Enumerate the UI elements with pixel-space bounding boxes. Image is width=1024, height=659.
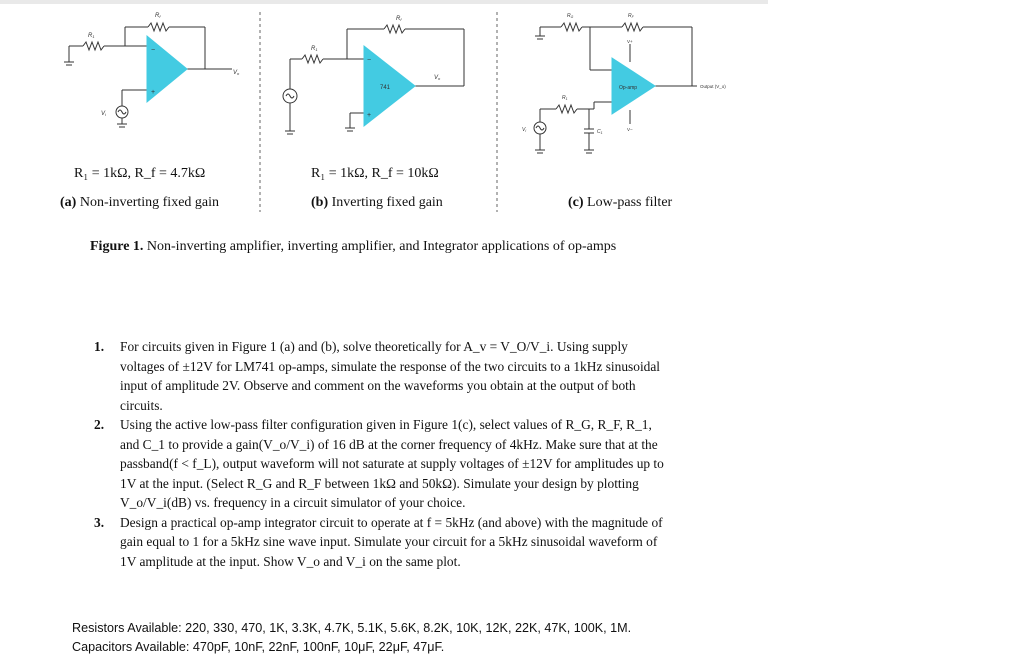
task-item — [94, 513, 674, 572]
label-c1-c: $C_1$ — [597, 129, 603, 135]
label-vo-b: Vo — [434, 75, 441, 81]
label-vo-a: Vo — [233, 70, 240, 76]
svg-text:+: + — [367, 112, 372, 119]
task-list — [94, 337, 674, 571]
label-rg-c: $R_G$ — [567, 13, 574, 19]
panel-a-caption — [60, 195, 219, 211]
task-item — [94, 337, 674, 415]
label-r1-b: R1 — [311, 46, 318, 52]
label-vplus-c: V+ — [627, 39, 633, 44]
label-opamp-b: 741 — [380, 85, 391, 91]
label-rf-c: $R_F$ — [628, 13, 634, 19]
label-output-c: Output (V_o) — [700, 84, 726, 89]
task-item — [94, 415, 674, 513]
task-number: 1. — [94, 339, 105, 354]
panel-c-caption — [568, 195, 672, 211]
svg-text:−: − — [367, 57, 372, 64]
task-text: Design a practical op-amp integrator circuit to operate at f = 5kHz (and above) with the magnitude of gain equal to 1 for a 5kHz sine wave input. Simulate your circuit for a 5kHz sinusoidal waveform of 1V amplitude at the input. Show V_o and V_i on the same plot. — [120, 514, 663, 569]
label-rf-a: Rf — [155, 13, 161, 19]
panel-a-values: R₁ = 1kΩ, R_f = 4.7kΩ — [74, 166, 206, 181]
task-number: 2. — [94, 417, 105, 432]
figure-caption — [90, 239, 616, 255]
panel-c-title: Low-pass filter — [587, 195, 673, 210]
figure-caption-label: Figure 1. — [90, 239, 144, 254]
panel-c-letter: (c) — [568, 195, 584, 210]
circuit-b — [283, 16, 464, 134]
panel-a-letter: (a) — [60, 195, 77, 210]
label-r1-c: $R_1$ — [562, 95, 568, 101]
task-number: 3. — [94, 514, 105, 530]
resistors-values: 220, 330, 470, 1K, 3.3K, 4.7K, 5.1K, 5.6K, 8.2K, 10K, 12K, 22K, 47K, 100K, 1M. — [185, 621, 632, 635]
resistors-label: Resistors Available: — [72, 621, 182, 635]
capacitors-available — [72, 640, 444, 654]
panel-a-title: Non-inverting fixed gain — [79, 195, 220, 210]
svg-text:−: − — [151, 47, 156, 54]
label-vminus-c: V− — [627, 127, 633, 132]
panel-b-letter: (b) — [311, 195, 329, 210]
capacitors-values: 470pF, 10nF, 22nF, 100nF, 10μF, 22μF, 47μF. — [192, 640, 445, 654]
panel-b-caption — [311, 195, 443, 211]
resistors-available — [72, 621, 631, 635]
label-opamp-c: Op-amp — [619, 85, 638, 91]
circuit-a — [64, 13, 240, 127]
label-rf-b: Rf — [396, 16, 402, 22]
capacitors-label: Capacitors Available: — [72, 640, 190, 654]
task-text: Using the active low-pass filter configuration given in Figure 1(c), select values of R_G, R_F, R_1, and C_1 to provide a gain(V_o/V_i) of 16 dB at the corner frequency of 4kHz. Make sure that at the passband(f < f_L), output waveform will not saturate at supply voltages of ±12V for amplitudes up to 1V at the input. (Select R_G and R_F between 1kΩ and 50kΩ). Simulate your design by plotting V_o/V_i(dB) vs. frequency in a circuit simulator of your choice. — [120, 417, 664, 510]
figure-caption-text: Non-inverting amplifier, inverting amplifier, and Integrator applications of op-amps — [146, 239, 617, 254]
svg-text:+: + — [151, 89, 156, 96]
figure-1-schematics — [0, 0, 768, 225]
circuit-c — [522, 13, 726, 153]
panel-b-values: R₁ = 1kΩ, R_f = 10kΩ — [311, 166, 439, 181]
task-text: For circuits given in Figure 1 (a) and (b), solve theoretically for A_v = V_O/V_i. Using supply voltages of ±12V for LM741 op-amps, simulate the response of the two circuits to a 1kHz sinusoidal input of amplitude 2V. Observe and comment on the waveforms you obtain at the output of both circuits. — [120, 339, 661, 413]
label-vi-c: $V_i$ — [522, 127, 527, 133]
label-vi-a: Vi — [101, 111, 106, 117]
panel-b-title: Inverting fixed gain — [331, 195, 443, 210]
label-r1-a: R1 — [88, 33, 95, 39]
